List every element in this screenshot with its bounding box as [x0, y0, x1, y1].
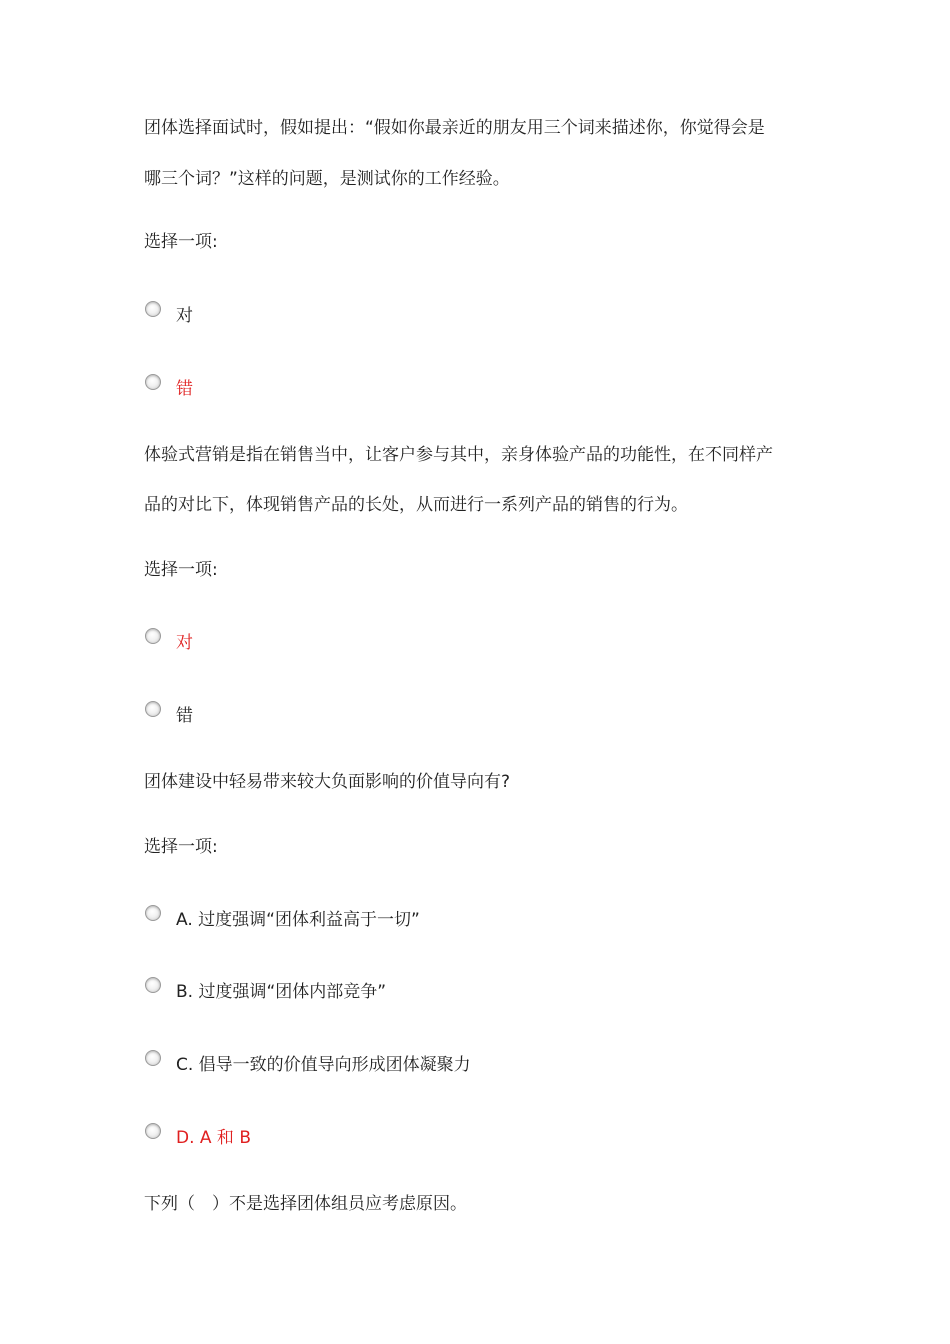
question-1-prompt: 选择一项: — [144, 232, 218, 252]
radio-button[interactable] — [145, 905, 161, 921]
question-1-text-line-1: 团体选择面试时，假如提出：“假如你最亲近的朋友用三个词来描述你，你觉得会是 — [144, 118, 765, 138]
radio-button[interactable] — [145, 374, 161, 390]
radio-button[interactable] — [145, 1123, 161, 1139]
radio-button[interactable] — [145, 977, 161, 993]
option-label: B. 过度强调“团体内部竞争” — [176, 982, 387, 1002]
option-label: 对 — [176, 306, 193, 326]
option-label: 错 — [176, 706, 193, 726]
question-2-text-line-2: 品的对比下，体现销售产品的长处，从而进行一系列产品的销售的行为。 — [144, 495, 688, 515]
question-1-text-line-2: 哪三个词？”这样的问题，是测试你的工作经验。 — [144, 169, 510, 189]
option-label: A. 过度强调“团体利益高于一切” — [176, 910, 420, 930]
question-2-text-line-1: 体验式营销是指在销售当中，让客户参与其中，亲身体验产品的功能性，在不同样产 — [144, 445, 773, 465]
radio-button[interactable] — [145, 301, 161, 317]
radio-button[interactable] — [145, 701, 161, 717]
radio-button[interactable] — [145, 628, 161, 644]
question-2-prompt: 选择一项: — [144, 560, 218, 580]
option-label: C. 倡导一致的价值导向形成团体凝聚力 — [176, 1055, 471, 1075]
question-3-prompt: 选择一项: — [144, 837, 218, 857]
option-label: 错 — [176, 379, 193, 399]
question-4-text-line-1: 下列（ ）不是选择团体组员应考虑原因。 — [144, 1194, 467, 1214]
option-label: 对 — [176, 633, 193, 653]
option-label: D. A 和 B — [176, 1128, 251, 1148]
radio-button[interactable] — [145, 1050, 161, 1066]
question-3-text-line-1: 团体建设中轻易带来较大负面影响的价值导向有? — [144, 772, 511, 792]
